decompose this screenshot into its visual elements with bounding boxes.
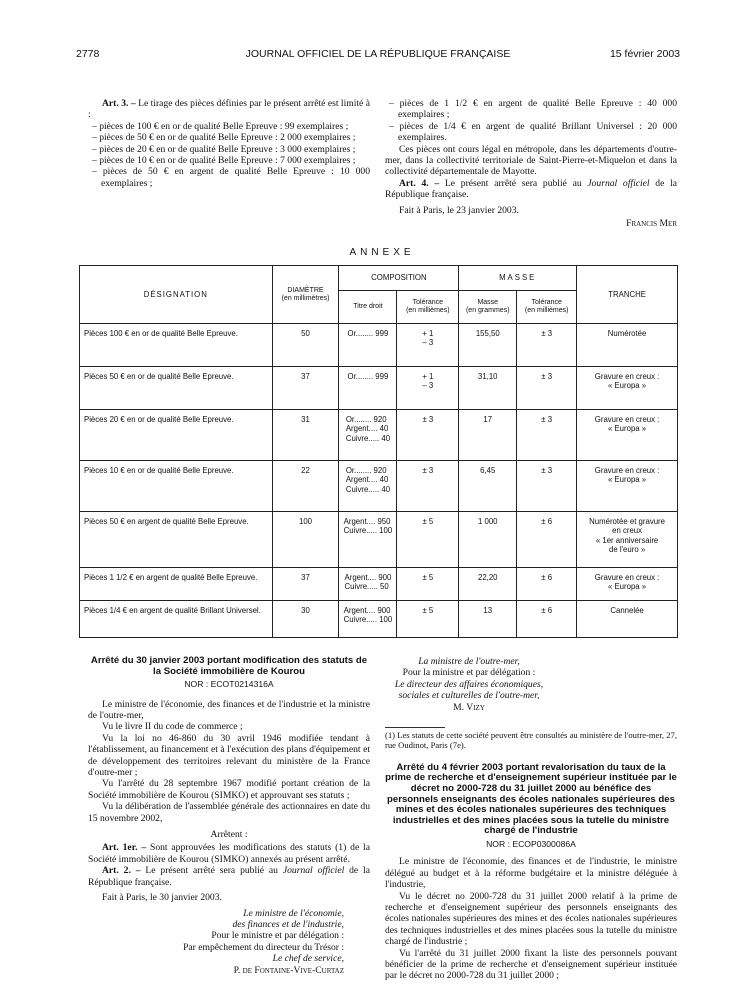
signature-line: sociales et culturelles de l'outre-mer, bbox=[398, 690, 540, 702]
tolerance-line: + 1 bbox=[422, 329, 434, 338]
cell-tolerance bbox=[397, 410, 459, 461]
cell-tolerance bbox=[397, 568, 459, 601]
tranche-line: Gravure en creux : bbox=[594, 415, 660, 424]
annex-table bbox=[79, 265, 678, 638]
header-masse: MASSE bbox=[459, 266, 577, 291]
list-item: – pièces de 100 € en or de qualité Belle Epreuve : 99 exemplaires ; bbox=[92, 120, 349, 132]
art2-label: Art. 2. – bbox=[102, 865, 141, 877]
list-item: – pièces de 1 1/2 € en argent de qualité Belle Epreuve : 40 000 exemplaires ; bbox=[389, 98, 677, 121]
list-item: – pièces de 50 € en or de qualité Belle Epreuve : 2 000 exemplaires ; bbox=[92, 132, 356, 144]
tranche-line: Gravure en creux : bbox=[594, 466, 660, 475]
tranche-line: Gravure en creux : bbox=[594, 372, 660, 381]
art1-text: Sont approuvées les modifications des statuts (1) de la Société immobilière de Kourou (SIMKO) annexés au présent arrêté. bbox=[88, 842, 370, 865]
cell-designation: Pièces 50 € en argent de qualité Belle Epreuve. bbox=[80, 512, 273, 568]
paragraph: Vu l'arrêté du 28 septembre 1967 modifié portant création de la Société immobilière de Kourou (SIMKO) et approuvant ses statuts ; bbox=[88, 778, 370, 801]
cell-tranche bbox=[577, 324, 678, 367]
header-tolerance bbox=[397, 291, 459, 324]
tolerance-line: ± 3 bbox=[422, 466, 434, 475]
cell-diametre: 30 bbox=[272, 601, 339, 638]
tranche-line: Cannelée bbox=[610, 606, 644, 615]
tranche-line: Gravure en creux : bbox=[594, 573, 660, 582]
tolerance-line: ± 5 bbox=[422, 573, 434, 582]
cell-diametre: 100 bbox=[272, 512, 339, 568]
decree-kourou-continued bbox=[385, 656, 677, 982]
table-row bbox=[80, 367, 678, 410]
cell-masse: 13 bbox=[459, 601, 517, 638]
decree1-title: Arrêté du 30 janvier 2003 portant modification des statuts de la Société immobilière de Kourou bbox=[90, 655, 368, 677]
titre-line: Or........ 999 bbox=[347, 329, 389, 338]
decree2-paragraphs bbox=[385, 856, 677, 981]
page-number: 2778 bbox=[76, 48, 100, 60]
article-3-continued bbox=[385, 98, 677, 229]
header-tolerance-unit: (en millièmes) bbox=[406, 307, 450, 314]
signature-line: P. de Fontaine-Vive-Curtaz bbox=[233, 964, 344, 976]
art3-label: Art. 3. – bbox=[102, 98, 136, 109]
arretent: Arrêtent : bbox=[210, 829, 248, 841]
titre-line: Argent.... 40 bbox=[345, 475, 389, 485]
titre-lines bbox=[348, 329, 389, 338]
cell-designation: Pièces 1/4 € en argent de qualité Brillant Universel. bbox=[80, 601, 273, 638]
titre-line: Argent.... 40 bbox=[345, 424, 389, 434]
header-designation: DÉSIGNATION bbox=[80, 266, 273, 324]
cell-tolerance-masse: ± 6 bbox=[517, 568, 577, 601]
header-masse-unit: (en grammes) bbox=[465, 307, 510, 314]
header-tranche: TRANCHE bbox=[577, 266, 678, 324]
cell-masse: 31,10 bbox=[459, 367, 517, 410]
table-row bbox=[80, 512, 678, 568]
cell-tolerance-masse: ± 3 bbox=[517, 410, 577, 461]
header-masse-label: Masse bbox=[477, 299, 499, 306]
cell-designation: Pièces 20 € en or de qualité Belle Epreuve. bbox=[80, 410, 273, 461]
header-composition: COMPOSITION bbox=[339, 266, 459, 291]
left-item-list bbox=[88, 121, 370, 189]
tranche-line: Numérotée et gravure bbox=[589, 517, 665, 526]
header-diametre-unit: (en millimètres) bbox=[281, 294, 330, 302]
list-item: – pièces de 50 € en argent de qualité Belle Epreuve : 10 000 exemplaires ; bbox=[92, 166, 370, 189]
tolerance-line: + 1 bbox=[422, 372, 434, 381]
cell-tolerance-masse: ± 3 bbox=[517, 461, 577, 512]
titre-line: Cuivre..... 100 bbox=[343, 526, 393, 536]
titre-line: Cuivre..... 50 bbox=[344, 582, 389, 592]
cell-tolerance bbox=[397, 601, 459, 638]
list-item: – pièces de 20 € en or de qualité Belle Epreuve : 3 000 exemplaires ; bbox=[92, 143, 356, 155]
decree1-signature-block bbox=[88, 908, 370, 976]
art4-label: Art. 4. – bbox=[399, 177, 440, 189]
decree-kourou bbox=[88, 656, 370, 976]
paragraph: Le ministre de l'économie, des finances et de l'industrie et la ministre de l'outre-mer, bbox=[88, 698, 370, 721]
cell-masse: 17 bbox=[459, 410, 517, 461]
art1-label: Art. 1er. – bbox=[102, 842, 147, 854]
journal-title: JOURNAL OFFICIEL DE LA RÉPUBLIQUE FRANÇAISE bbox=[245, 48, 511, 60]
cell-designation: Pièces 50 € en or de qualité Belle Epreuve. bbox=[80, 367, 273, 410]
done-at: Fait à Paris, le 23 janvier 2003. bbox=[399, 204, 519, 216]
tolerance-line: – 3 bbox=[422, 338, 434, 348]
cell-designation: Pièces 1 1/2 € en argent de qualité Belle Epreuve. bbox=[80, 568, 273, 601]
list-item: – pièces de 10 € en or de qualité Belle Epreuve : 7 000 exemplaires ; bbox=[92, 155, 356, 167]
cell-titre bbox=[339, 410, 397, 461]
cell-designation: Pièces 100 € en or de qualité Belle Epreuve. bbox=[80, 324, 273, 367]
signature-line: Pour le ministre et par délégation : bbox=[211, 930, 344, 942]
decree2-nor: NOR : ECOP0300086A bbox=[486, 839, 576, 849]
cell-titre bbox=[339, 601, 397, 638]
cell-titre bbox=[339, 324, 397, 367]
cell-diametre: 37 bbox=[272, 568, 339, 601]
table-row bbox=[80, 461, 678, 512]
tranche-line: de l'euro » bbox=[608, 545, 646, 555]
header-titre: Titre droit bbox=[339, 291, 397, 324]
paragraph: Vu la délibération de l'assemblée générale des actionnaires en date du 15 novembre 2002, bbox=[88, 801, 370, 824]
signature: Francis Mer bbox=[626, 218, 677, 230]
titre-line: Cuivre..... 40 bbox=[345, 484, 391, 494]
cell-diametre: 22 bbox=[272, 461, 339, 512]
footnote: (1) Les statuts de cette société peuvent être consultés au ministère de l'outre-mer, 27, rue Oudinot, Paris (7e). bbox=[385, 730, 677, 751]
cell-tolerance-masse: ± 6 bbox=[517, 601, 577, 638]
cell-masse: 22,20 bbox=[459, 568, 517, 601]
header-diametre-label: DIAMÈTRE bbox=[287, 286, 324, 294]
signature-line: des finances et de l'industrie, bbox=[232, 918, 344, 930]
signature-line: Le chef de service, bbox=[272, 953, 344, 965]
titre-lines bbox=[346, 466, 390, 494]
decree1-nor: NOR : ECOT0214316A bbox=[184, 679, 274, 690]
art4-text-end: de la République française. bbox=[385, 177, 677, 201]
art2-text: Le présent arrêté sera publié au bbox=[140, 865, 283, 877]
cell-diametre: 50 bbox=[272, 324, 339, 367]
titre-line: Argent.... 900 bbox=[344, 573, 392, 582]
cell-tolerance bbox=[397, 461, 459, 512]
tolerance-line: ± 5 bbox=[422, 517, 434, 526]
decree1-signature2-block bbox=[385, 656, 553, 713]
cell-tranche bbox=[577, 367, 678, 410]
titre-lines bbox=[344, 517, 393, 536]
tranche-line: « Europa » bbox=[607, 424, 647, 434]
cell-masse: 6,45 bbox=[459, 461, 517, 512]
titre-lines bbox=[345, 573, 392, 592]
signature-line: Par empêchement du directeur du Trésor : bbox=[183, 941, 344, 953]
decree1-done: Fait à Paris, le 30 janvier 2003. bbox=[102, 892, 222, 904]
journal-ref: Journal officiel bbox=[587, 177, 650, 189]
decree2-title: Arrêté du 4 février 2003 portant revalorisation du taux de la prime de recherche et d'enseignement supérieur instituée par le décret no 2000-728 du 31 juillet 2000 au bénéfice des personnels enseignants des écoles nationales supérieures des mines et des écoles nationales supérieures des techniques industrielles et des mines placées sous la tutelle du ministre chargé de l'industrie bbox=[385, 761, 677, 837]
cell-masse: 155,50 bbox=[459, 324, 517, 367]
art2-text-end: de la République française. bbox=[88, 865, 370, 888]
cell-tolerance-masse: ± 3 bbox=[517, 324, 577, 367]
paragraph: Vu l'arrêté du 31 juillet 2000 fixant la liste des personnels pouvant bénéficier de la prime de recherche et d'enseignement supérieur instituée par le décret no 2000-728 du 31 juillet 2000 ; bbox=[385, 947, 677, 982]
cell-tolerance bbox=[397, 367, 459, 410]
signature-line: M. Vizy bbox=[453, 701, 485, 713]
tranche-line: « 1er anniversaire bbox=[595, 535, 659, 545]
header-diametre bbox=[272, 266, 339, 324]
header-tolerance2-label: Tolérance bbox=[531, 299, 562, 306]
cell-tolerance bbox=[397, 324, 459, 367]
cell-tranche bbox=[577, 601, 678, 638]
titre-line: Or........ 920 bbox=[345, 415, 387, 424]
table-row bbox=[80, 324, 678, 367]
titre-line: Cuivre..... 100 bbox=[343, 615, 393, 625]
cell-tolerance bbox=[397, 512, 459, 568]
list-item: – pièces de 1/4 € en argent de qualité Brillant Universel : 20 000 exemplaires. bbox=[389, 120, 677, 144]
header-masse-col bbox=[459, 291, 517, 324]
titre-line: Argent.... 900 bbox=[343, 606, 391, 615]
titre-line: Or........ 920 bbox=[345, 466, 387, 475]
decree1-paragraphs bbox=[88, 699, 370, 824]
tranche-line: « Europa » bbox=[607, 381, 647, 391]
cell-masse: 1 000 bbox=[459, 512, 517, 568]
tolerance-line: – 3 bbox=[422, 381, 434, 391]
art3-intro: Le tirage des pièces définies par le présent arrêté est limité à : bbox=[88, 98, 370, 121]
cell-tranche bbox=[577, 461, 678, 512]
cell-tolerance-masse: ± 3 bbox=[517, 367, 577, 410]
issue-date: 15 février 2003 bbox=[609, 48, 680, 60]
signature-line: La ministre de l'outre-mer, bbox=[418, 656, 520, 667]
titre-lines bbox=[346, 415, 390, 443]
tolerance-line: ± 3 bbox=[422, 415, 434, 424]
cell-diametre: 37 bbox=[272, 367, 339, 410]
signature-line: Le directeur des affaires économiques, bbox=[394, 678, 544, 690]
titre-line: Argent.... 950 bbox=[343, 517, 391, 526]
legal-tender-text: Ces pièces ont cours légal en métropole, dans les départements d'outre-mer, dans la collectivité territoriale de Saint-Pierre-et-Miquelon et dans la collectivité départementale de Mayotte. bbox=[385, 143, 677, 178]
cell-diametre: 31 bbox=[272, 410, 339, 461]
paragraph: Le ministre de l'économie, des finances et de l'industrie, le ministre délégué au budget et à la réforme budgétaire et la ministre déléguée à l'industrie, bbox=[385, 856, 677, 891]
cell-titre bbox=[339, 568, 397, 601]
tranche-line: en creux bbox=[612, 526, 643, 536]
table-row bbox=[80, 568, 678, 601]
cell-tolerance-masse: ± 6 bbox=[517, 512, 577, 568]
titre-line: Or........ 999 bbox=[347, 372, 389, 381]
paragraph: Vu le livre II du code de commerce ; bbox=[102, 721, 243, 733]
table-row bbox=[80, 410, 678, 461]
art2-journal: Journal officiel bbox=[282, 865, 345, 877]
cell-titre bbox=[339, 461, 397, 512]
tranche-line: Numérotée bbox=[607, 329, 647, 338]
titre-lines bbox=[348, 372, 389, 381]
paragraph: Vu le décret no 2000-728 du 31 juillet 2000 relatif à la prime de recherche et d'enseignement supérieur des personnels enseignants des écoles nationales supérieures des mines et des écoles nationales supérieures des techniques industrielles et des mines placées sous la tutelle du ministre chargé de l'industrie ; bbox=[385, 890, 677, 948]
cell-tranche bbox=[577, 410, 678, 461]
tranche-line: « Europa » bbox=[607, 582, 647, 592]
signature-line: Pour la ministre et par délégation : bbox=[402, 667, 536, 679]
footnote-rule bbox=[385, 727, 445, 728]
titre-lines bbox=[344, 606, 393, 625]
cell-tranche bbox=[577, 568, 678, 601]
art4-text: Le présent arrêté sera publié au bbox=[439, 177, 588, 189]
header-tolerance2-unit: (en millièmes) bbox=[524, 307, 569, 314]
cell-titre bbox=[339, 512, 397, 568]
signature-line: Le ministre de l'économie, bbox=[243, 907, 344, 919]
right-item-list bbox=[385, 98, 677, 144]
cell-designation: Pièces 10 € en or de qualité Belle Epreuve. bbox=[80, 461, 273, 512]
titre-line: Cuivre..... 40 bbox=[345, 433, 391, 443]
header-tolerance-label: Tolérance bbox=[412, 299, 444, 306]
table-row bbox=[80, 601, 678, 638]
tolerance-line: ± 5 bbox=[422, 606, 434, 615]
cell-tranche bbox=[577, 512, 678, 568]
annex-title: ANNEXE bbox=[349, 247, 415, 258]
tranche-line: « Europa » bbox=[607, 475, 647, 485]
paragraph: Vu la loi no 46-860 du 30 avril 1946 modifiée tendant à l'établissement, au financement et à l'exécution des plans d'équipement et de développement des territoires relevant du ministère de la France d'outre-mer ; bbox=[88, 732, 370, 779]
cell-titre bbox=[339, 367, 397, 410]
header-tolerance2 bbox=[517, 291, 577, 324]
article-3 bbox=[88, 98, 370, 189]
